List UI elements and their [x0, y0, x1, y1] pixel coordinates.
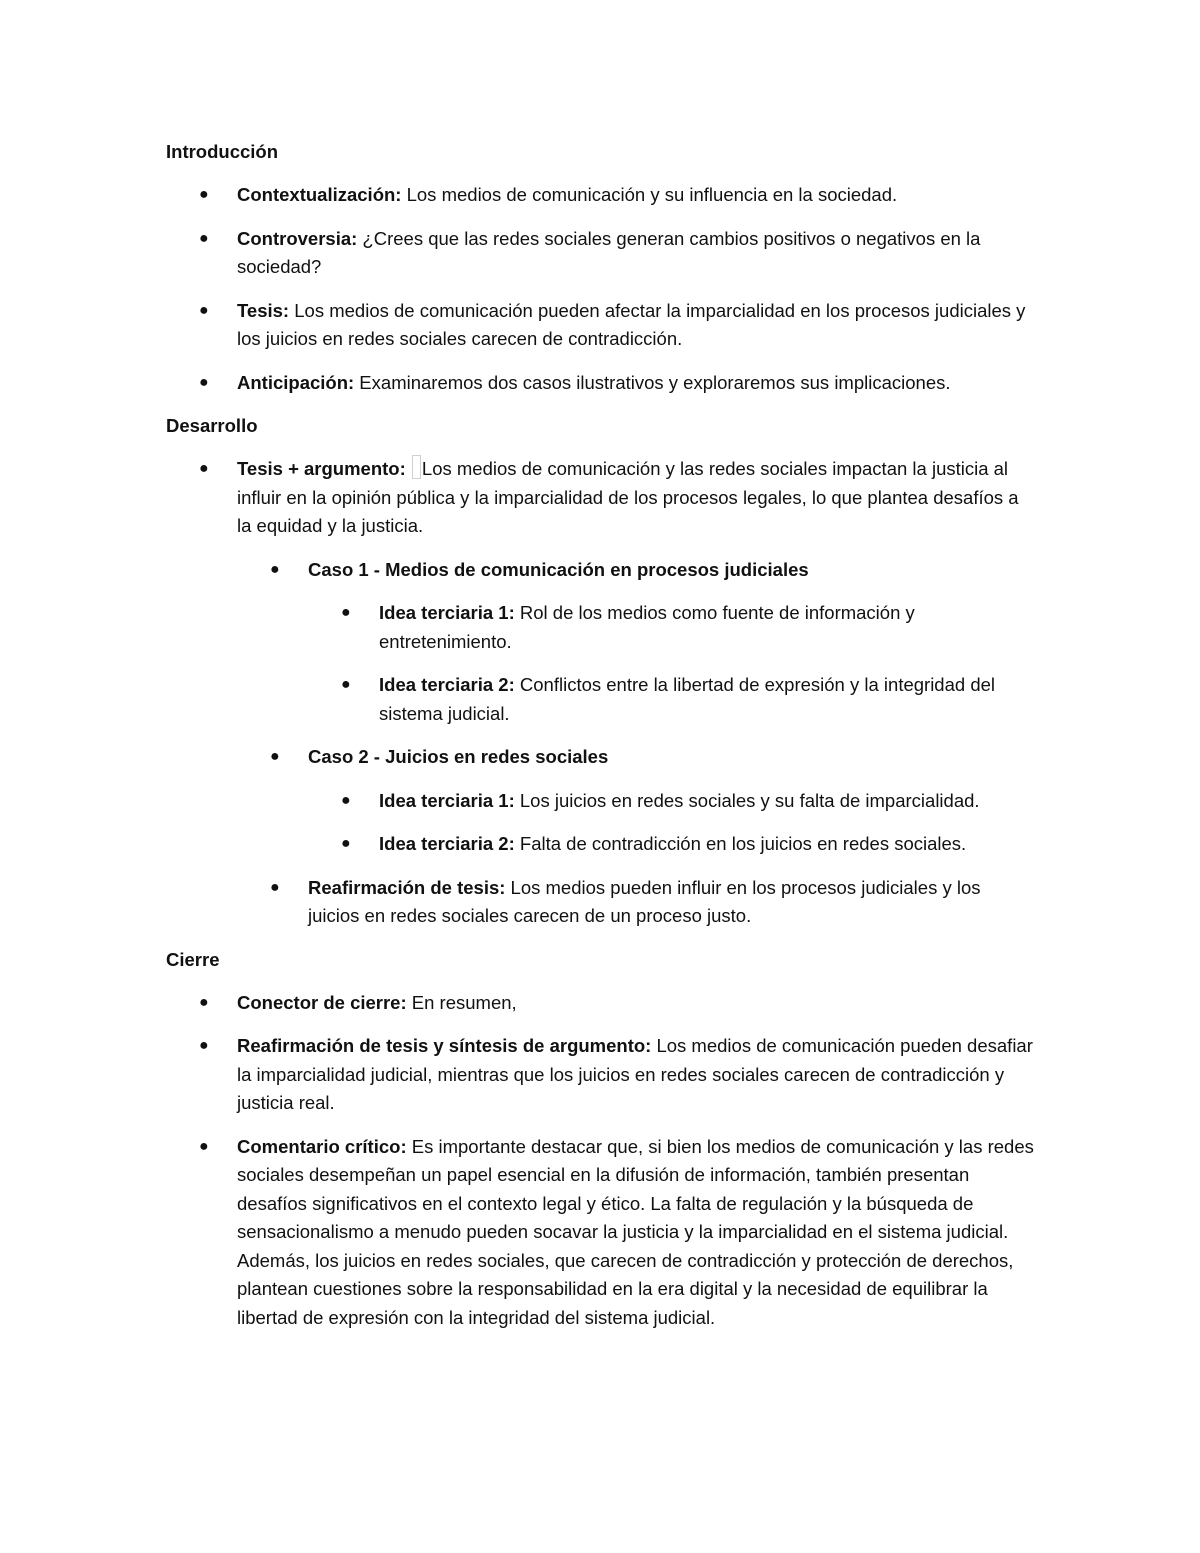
bullet-icon: ● [199, 186, 209, 203]
document-body [166, 138, 1036, 1347]
list-item-caso-2 [166, 743, 1036, 859]
item-label: Caso 1 - Medios de comunicación en procesos judiciales [308, 558, 809, 580]
caso-1-ideas [308, 599, 1036, 728]
desarrollo-list [166, 455, 1036, 931]
item-text: Falta de contradicción en los juicios en redes sociales. [514, 833, 967, 854]
item-label: Reafirmación de tesis: [308, 876, 506, 898]
list-item-controversia [166, 225, 1036, 282]
bullet-icon: ● [270, 748, 280, 765]
list-item-tesis [166, 297, 1036, 354]
bullet-icon: ● [270, 560, 280, 578]
item-text: Los medios pueden influir en los procesos judiciales y los juicios en redes sociales carecen de un proceso justo. [308, 876, 981, 926]
list-item-comentario-critico [166, 1133, 1036, 1333]
section-introduccion [166, 138, 1036, 397]
bullet-icon: ● [341, 835, 351, 852]
bullet-icon: ● [199, 460, 209, 477]
bullet-icon: ● [199, 229, 209, 247]
bullet-icon: ● [341, 676, 351, 693]
list-item-idea [166, 830, 1036, 859]
item-label: Anticipación: [237, 371, 355, 393]
item-label: Controversia: [237, 227, 358, 249]
bullet-icon: ● [270, 878, 280, 896]
section-cierre [166, 946, 1036, 1333]
cierre-list [166, 989, 1036, 1333]
item-text: Rol de los medios como fuente de información y entretenimiento. [379, 602, 915, 652]
bullet-icon: ● [341, 604, 351, 621]
item-text: En resumen, [406, 991, 517, 1013]
item-text: ¿Crees que las redes sociales generan cambios positivos o negativos en la sociedad? [237, 227, 981, 277]
list-item-contextualizacion [166, 181, 1036, 210]
item-text: Examinaremos dos casos ilustrativos y exploraremos sus implicaciones. [354, 371, 951, 393]
bullet-icon: ● [199, 1037, 209, 1054]
list-item-idea [166, 671, 1036, 728]
item-text: Los juicios en redes sociales y su falta de imparcialidad. [514, 789, 980, 811]
list-item-anticipacion [166, 369, 1036, 398]
list-item-caso-1 [166, 556, 1036, 729]
heading-desarrollo: Desarrollo [166, 415, 258, 436]
bullet-icon: ● [341, 791, 351, 809]
bullet-icon: ● [199, 373, 209, 391]
item-text: Los medios de comunicación pueden afectar la imparcialidad en los procesos judiciales y los juicios en redes sociales carecen de contradicción. [237, 299, 1026, 349]
text-cursor-marker [412, 455, 421, 479]
item-label: Conector de cierre: [237, 991, 407, 1013]
list-item-conector [166, 989, 1036, 1018]
heading-cierre: Cierre [166, 948, 220, 970]
list-item-tesis-argumento [166, 455, 1036, 931]
item-label: Tesis: [237, 299, 290, 321]
item-text: Los medios de comunicación y su influencia en la sociedad. [401, 184, 898, 205]
item-label: Idea terciaria 1: [379, 789, 515, 811]
casos-list [237, 556, 1036, 931]
item-label: Tesis + argumento: [237, 458, 406, 479]
item-label: Comentario crítico: [237, 1135, 407, 1157]
bullet-icon: ● [199, 1137, 209, 1155]
item-label: Contextualización: [237, 184, 402, 205]
section-desarrollo [166, 412, 1036, 931]
heading-introduccion: Introducción [166, 141, 279, 162]
item-label: Idea terciaria 2: [379, 674, 515, 695]
introduccion-list [166, 181, 1036, 397]
item-label: Idea terciaria 2: [379, 833, 515, 854]
item-text: Los medios de comunicación pueden desafiar la imparcialidad judicial, mientras que los juicios en redes sociales carecen de contradicción y justicia real. [237, 1035, 1033, 1113]
item-text: Los medios de comunicación y las redes sociales impactan la justicia al influir en la opinión pública y la imparcialidad de los procesos legales, lo que plantea desafíos a la equidad y la justicia. [237, 458, 1019, 536]
bullet-icon: ● [199, 301, 209, 319]
list-item-idea [166, 599, 1036, 656]
list-item-reafirmacion-sintesis [166, 1032, 1036, 1118]
list-item-idea [166, 787, 1036, 816]
item-label: Idea terciaria 1: [379, 602, 515, 623]
bullet-icon: ● [199, 993, 209, 1011]
item-label: Caso 2 - Juicios en redes sociales [308, 746, 609, 767]
item-text: Conflictos entre la libertad de expresión y la integridad del sistema judicial. [379, 674, 996, 724]
item-text: Es importante destacar que, si bien los medios de comunicación y las redes sociales desempeñan un papel esencial en la difusión de información, también presentan desafíos significativos en el contexto legal y ético. La falta de regulación y la búsqueda de sensacionalismo a menudo pueden socavar la justicia y la imparcialidad en el sistema judicial. Además, los juicios en redes sociales, que carecen de contradicción y protección de derechos, plantean cuestiones sobre la responsabilidad en la era digital y la necesidad de equilibrar la libertad de expresión con la integridad del sistema judicial. [237, 1135, 1034, 1328]
item-label: Reafirmación de tesis y síntesis de argumento: [237, 1035, 652, 1056]
list-item-reafirmacion [166, 874, 1036, 931]
caso-2-ideas [308, 787, 1036, 859]
